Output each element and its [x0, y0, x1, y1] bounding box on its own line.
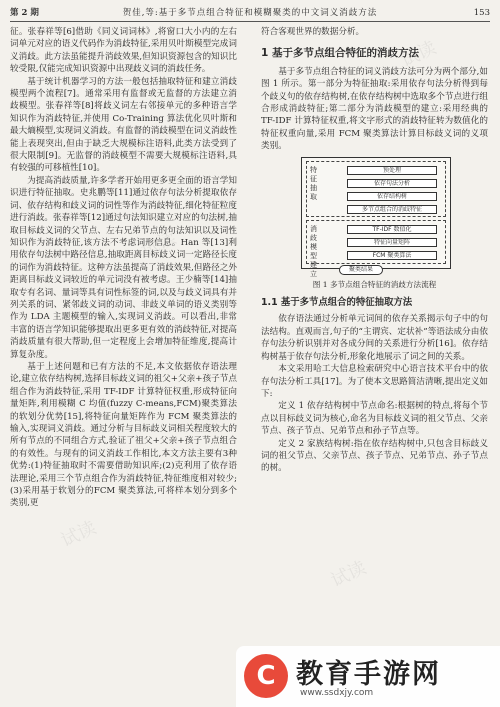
flow-step: 特征向量矩阵: [347, 238, 437, 247]
issue-number: 第 2 期: [10, 8, 39, 18]
paragraph: 符合客观世界的数据分析。: [261, 27, 365, 37]
paragraph: 基于多节点组合特征的词义消歧方法可分为两个部分,如图 1 所示。第一部分为特征抽取:采用依存句法分析得到每个歧义句的依存结构树,在依存结构树中选取多个节点进行组合形成消歧特征;第二部分为消歧模型的建立:采用经典的 TF-IDF 计算特征权重,将文字形式的消歧特征转为数值化的特征权重向量,采用 FCM 聚类算法计算目标歧义词的义项类别。: [261, 66, 488, 152]
subsection-heading: 1.1 基于多节点组合的特征抽取方法: [261, 297, 413, 309]
group-label: 消歧模型建立: [310, 224, 317, 278]
paragraph: 本文采用哈工大信息检索研究中心语言技术平台中的依存句法分析工具[17]。为了使本文思路简洁清晰,提出定义如下:: [261, 364, 488, 399]
watermark: 试读: [57, 517, 100, 552]
paragraph: 定义 1 依存结构树中节点命名:根据树的特点,将每个节点以目标歧义词为核心,命名为目标歧义词的祖父节点、父亲节点、孩子节点、兄弟节点和孙子节点等。: [261, 401, 488, 437]
paragraph: 基于上述问题和已有方法的不足,本文依据依存语法理论,建立依存结构树,选择目标歧义词的祖父+父亲+孩子节点组合作为消歧特征,采用 TF-IDF 计算特征权重,形成特征向量矩阵,利用模糊 C 均值(fuzzy C-means,FCM)聚类算法的软划分优势[15],将特征向量矩阵作为 FCM 聚类算法的输入,实现词义消歧。通过分析与目标歧义词相关程度较大的所有节点的不同组合方式,验证了祖父+父亲+孩子节点组合的有效性。与现有的词义消歧工作相比,本文方法主要有3种优势:(1)特征抽取时不需要借助知识库;(2)克利用了依存语法理论,采用三个节点组合作为消歧特征,特征维度相对较少;(3)采用基于软划分的FCM 聚类算法,可将样本划分到多个类别,更: [10, 361, 237, 509]
flowchart: [301, 157, 451, 278]
watermark: 试读: [397, 37, 440, 72]
flow-output: 聚类结果: [339, 265, 383, 275]
figure-1: [261, 157, 488, 277]
left-column: [10, 26, 237, 510]
flow-step: 预处理: [347, 166, 437, 175]
watermark: 试读: [327, 557, 370, 592]
paragraph: 基于统计机器学习的方法一般包括抽取特征和建立消歧模型两个流程[7]。通常采用有监督或无监督的方法建立消歧模型。张春祥等[8]将歧义词左右邻接单元的多种语言学知识作为消歧特征,并使用 Co-Training 算法优化贝叶斯和最大熵模型,实现词义消歧。有监督的消歧模型在词义消歧性能上表现突出,但由于缺乏大规模标注语料,此类方法受到了很大限制[9]。无监督的消歧模型不需要大规模标注语料,具有较强的可移植性[10]。: [10, 76, 237, 174]
logo-url: www.ssdxjy.com: [300, 688, 374, 698]
group-label: 特征抽取: [310, 165, 317, 201]
watermark: 试读: [137, 227, 180, 262]
paragraph: 依存语法通过分析单元词间的依存关系揭示句子中的句法结构。直观而言,句子的“主谓宾、定状补”等语法成分由依存句法分析识别并对各成分间的关系进行分析[16]。依存结构树基于依存句法分析,形象化地展示了词之间的关系。: [261, 314, 488, 362]
right-column: [261, 26, 488, 475]
flow-step: 多节点组合的消歧特征: [347, 205, 437, 214]
paragraph: 定义 2 家族结构树:指在依存结构树中,只包含目标歧义词的祖父节点、父亲节点、孩子节点、兄弟节点、孙子节点的树。: [261, 438, 488, 474]
feature-extraction-group: [306, 161, 446, 217]
flow-step: 依存结构树: [347, 192, 437, 201]
flow-step: 依存句法分析: [347, 179, 437, 188]
paragraph: 征。张春祥等[6]借助《同义词词林》,将窗口大小内的左右词单元对应的语义代码作为消歧特征,采用贝叶斯模型完成词义消歧。此方法虽能提升消歧效果,但知识资源包含的知识比较受限,仅能完成知识资源中出现歧义词的消歧任务。: [10, 27, 237, 75]
flow-step: TF-IDF 数值化: [347, 225, 437, 234]
paragraph: 为提高消歧质量,许多学者开始用更多更全面的语言学知识进行特征抽取。史兆鹏等[11]通过依存句法分析提取依存词、依存结构和歧义词的词性等作为消歧特征,细化特征粒度进行消歧。张春祥等[12]通过句法知识建立对应的句法树,抽取目标歧义词的父节点、左右兄弟节点的句法知识以及词性知识作为消歧特征,该方法不考虑词形信息。Han 等[13]利用依存句法树中路径信息,抽取距离目标歧义词一定路径长度的词作为消歧特征。这种方法虽提高了消歧效果,但路径之外距离目标歧义词较近的单元词没有被考虑。王少楠等[14]抽取专有名词、量词等具有词性标签的词,以及与歧义词具有并列关系的词、紧邻歧义词的动词、非歧义单词的语义类别等作为 LDA 主题模型的输入,实现词义消歧。可以看出,非常丰富的语言学知识能够提取出更多更有效的消歧特征,对提高消歧质量有很大帮助,但一定程度上会增加特征维度,提高计算复杂度。: [10, 175, 237, 360]
page-number: 153: [473, 8, 490, 18]
site-logo[interactable]: [236, 646, 500, 707]
figure-caption: 图 1 多节点组合特征的消歧方法流程: [312, 279, 437, 289]
logo-title: 教育手游网: [296, 659, 441, 690]
flow-step: FCM 聚类算法: [347, 251, 437, 260]
running-title: 贺佳,等:基于多节点组合特征和模糊聚类的中文词义消歧方法: [122, 8, 378, 18]
page-header: [10, 6, 490, 22]
section-heading: 1 基于多节点组合特征的消歧方法: [261, 47, 419, 60]
logo-mark-icon: C: [244, 654, 288, 698]
